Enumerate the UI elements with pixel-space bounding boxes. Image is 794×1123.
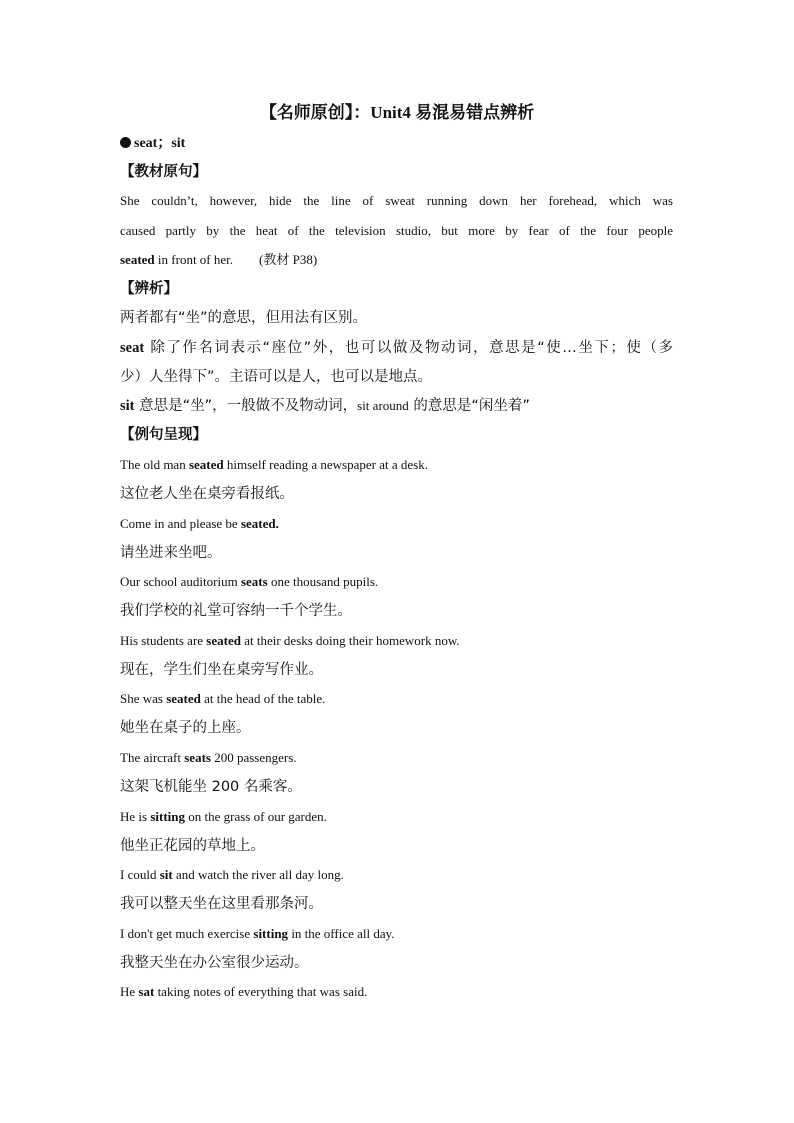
bullet-icon	[120, 137, 131, 148]
analysis-seat-line-1	[120, 338, 673, 358]
example-sentence-cn: 请坐进来坐吧。	[120, 545, 222, 561]
sentence-text: in the office all day.	[288, 926, 395, 941]
sentence-text: at the head of the table.	[200, 691, 326, 706]
example-sentence-en	[120, 572, 378, 592]
sentence-text: He is	[120, 809, 151, 824]
example-sentence-en	[120, 807, 327, 827]
textbook-sentence-line-3	[120, 250, 317, 270]
example-sentence-cn: 我们学校的礼堂可容纳一千个学生。	[120, 603, 352, 619]
example-sentence-en	[120, 982, 367, 1002]
analysis-phrase: sit around	[357, 398, 409, 413]
example-sentence-cn: 这架飞机能坐 200 名乘客。	[120, 779, 302, 795]
example-sentence-en	[120, 455, 428, 475]
sentence-text: and watch the river all day long.	[172, 867, 344, 882]
section-heading-analysis: 【辨析】	[120, 281, 178, 297]
analysis-text: 除了作名词表示“座位”外，也可以做及物动词，意思是“使…坐下；使（多	[144, 340, 673, 356]
topic-text: seat；sit	[134, 136, 186, 151]
highlight-word: sitting	[150, 809, 186, 824]
textbook-sentence-line-1: She couldn’t, however, hide the line of sweat running down her forehead, which was	[120, 193, 673, 208]
analysis-text: 意思是“坐”，一般做不及物动词，	[134, 398, 358, 414]
example-sentence-cn: 我可以整天坐在这里看那条河。	[120, 896, 323, 912]
analysis-intro: 两者都有“坐”的意思，但用法有区别。	[120, 310, 368, 326]
highlight-word: sitting	[253, 926, 289, 941]
keyword-seat: seat	[120, 340, 145, 356]
highlight-word: seated.	[240, 516, 279, 531]
sentence-text: at their desks doing their homework now.	[240, 633, 460, 648]
example-sentence-en	[120, 514, 279, 534]
example-sentence-en	[120, 689, 325, 709]
sentence-text: The old man	[120, 457, 189, 472]
example-sentence-cn: 现在，学生们坐在桌旁写作业。	[120, 662, 323, 678]
sentence-text: I don't get much exercise	[120, 926, 254, 941]
example-sentence-en	[120, 924, 395, 944]
topic-heading	[120, 133, 185, 154]
highlight-word: seats	[240, 574, 268, 589]
highlight-word: seated	[120, 252, 155, 267]
highlight-word: sit	[159, 867, 173, 882]
section-heading-examples: 【例句呈现】	[120, 427, 207, 443]
sentence-text: Our school auditorium	[120, 574, 241, 589]
keyword-sit: sit	[120, 398, 135, 414]
sentence-text: He	[120, 984, 139, 999]
sentence-text: The aircraft	[120, 750, 185, 765]
sentence-text: in front of her.	[154, 252, 234, 267]
page-title: 【名师原创】：Unit4 易混易错点辨析	[259, 103, 535, 122]
textbook-sentence-line-2: caused partly by the heat of the television studio, but more by fear of the four people	[120, 223, 673, 238]
sentence-text: himself reading a newspaper at a desk.	[223, 457, 428, 472]
analysis-text: 的意思是“闲坐着”	[408, 398, 530, 414]
example-sentence-cn: 我整天坐在办公室很少运动。	[120, 955, 309, 971]
highlight-word: sat	[138, 984, 155, 999]
example-sentence-cn: 她坐在桌子的上座。	[120, 720, 251, 736]
example-sentence-en	[120, 631, 460, 651]
sentence-text: I could	[120, 867, 160, 882]
highlight-word: seats	[184, 750, 211, 765]
sentence-text: on the grass of our garden.	[185, 809, 327, 824]
example-sentence-cn: 这位老人坐在桌旁看报纸。	[120, 486, 294, 502]
analysis-sit-line	[120, 396, 530, 416]
section-heading-textbook: 【教材原句】	[120, 164, 207, 180]
textbook-reference: (教材 P38)	[259, 252, 318, 267]
example-sentence-en	[120, 748, 297, 768]
sentence-text: taking notes of everything that was said.	[154, 984, 368, 999]
sentence-text: She was	[120, 691, 167, 706]
sentence-text: 200 passengers.	[210, 750, 297, 765]
sentence-text: His students are	[120, 633, 207, 648]
sentence-text: Come in and please be	[120, 516, 241, 531]
example-sentence-cn: 他坐正花园的草地上。	[120, 838, 265, 854]
analysis-seat-line-2: 少）人坐得下”。主语可以是人，也可以是地点。	[120, 369, 433, 385]
highlight-word: seated	[188, 457, 224, 472]
highlight-word: seated	[166, 691, 201, 706]
sentence-text: one thousand pupils.	[267, 574, 379, 589]
example-sentence-en	[120, 865, 344, 885]
highlight-word: seated	[206, 633, 241, 648]
